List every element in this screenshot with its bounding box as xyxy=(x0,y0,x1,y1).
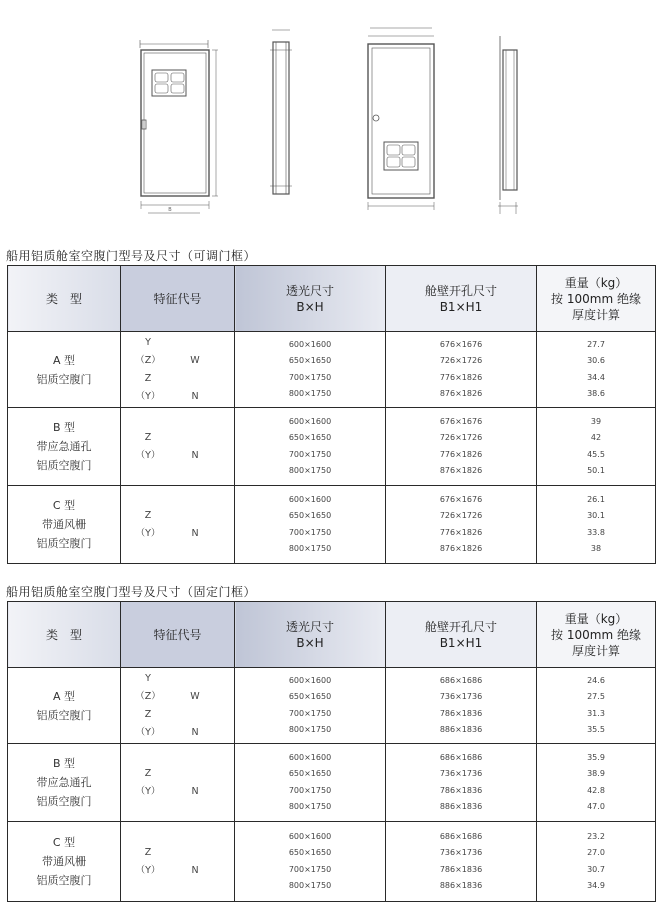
type-cell: C 型 带通风栅 铝质空腹门 xyxy=(8,486,121,564)
table-row xyxy=(8,668,656,744)
spec-table-fixed-frame xyxy=(7,601,656,902)
table-row xyxy=(8,486,656,564)
weight-cell: 27.7 30.6 34.4 38.6 xyxy=(537,332,656,408)
front-view-drawing xyxy=(140,40,218,213)
feature-cell: Z （Y） N xyxy=(121,744,235,822)
header-feature: 特征代号 xyxy=(121,266,235,332)
header-type: 类 型 xyxy=(8,602,121,668)
feature-cell: Z （Y） N xyxy=(121,408,235,486)
header-feature: 特征代号 xyxy=(121,602,235,668)
clear-size-cell: 600×1600 650×1650 700×1750 800×1750 xyxy=(235,408,386,486)
header-weight: 重量（kg） 按 100mm 绝缘 厚度计算 xyxy=(537,602,656,668)
type-cell: A 型 铝质空腹门 xyxy=(8,668,121,744)
weight-cell: 23.2 27.0 30.7 34.9 xyxy=(537,822,656,902)
header-weight: 重量（kg） 按 100mm 绝缘 厚度计算 xyxy=(537,266,656,332)
table-row xyxy=(8,408,656,486)
type-cell: A 型 铝质空腹门 xyxy=(8,332,121,408)
clear-size-cell: 600×1600 650×1650 700×1750 800×1750 xyxy=(235,668,386,744)
side-view-drawing xyxy=(270,30,292,194)
opening-size-cell: 686×1686 736×1736 786×1836 886×1836 xyxy=(386,744,537,822)
opening-size-cell: 676×1676 726×1726 776×1826 876×1826 xyxy=(386,332,537,408)
clear-size-cell: 600×1600 650×1650 700×1750 800×1750 xyxy=(235,486,386,564)
table-row xyxy=(8,822,656,902)
weight-cell: 24.6 27.5 31.3 35.5 xyxy=(537,668,656,744)
header-clear-size: 透光尺寸 B×H xyxy=(235,602,386,668)
header-opening-size: 舱壁开孔尺寸 B1×H1 xyxy=(386,602,537,668)
weight-cell: 35.9 38.9 42.8 47.0 xyxy=(537,744,656,822)
header-clear-size: 透光尺寸 B×H xyxy=(235,266,386,332)
table-row xyxy=(8,332,656,408)
weight-cell: 39 42 45.5 50.1 xyxy=(537,408,656,486)
type-cell: C 型 带通风栅 铝质空腹门 xyxy=(8,822,121,902)
section-view-drawing xyxy=(498,36,518,214)
clear-size-cell: 600×1600 650×1650 700×1750 800×1750 xyxy=(235,822,386,902)
table-2-title: 船用铝质舱室空腹门型号及尺寸（固定门框） xyxy=(6,585,257,599)
opening-size-cell: 676×1676 726×1726 776×1826 876×1826 xyxy=(386,486,537,564)
back-view-drawing xyxy=(368,28,434,210)
feature-cell: Y （Z） W Z （Y） N xyxy=(121,332,235,408)
header-opening-size: 舱壁开孔尺寸 B1×H1 xyxy=(386,266,537,332)
opening-size-cell: 686×1686 736×1736 786×1836 886×1836 xyxy=(386,668,537,744)
table-header-row xyxy=(8,602,656,668)
table-row xyxy=(8,744,656,822)
feature-cell: Z （Y） N xyxy=(121,822,235,902)
feature-cell: Y （Z） W Z （Y） N xyxy=(121,668,235,744)
svg-text:B: B xyxy=(168,207,172,213)
clear-size-cell: 600×1600 650×1650 700×1750 800×1750 xyxy=(235,744,386,822)
header-type: 类 型 xyxy=(8,266,121,332)
clear-size-cell: 600×1600 650×1650 700×1750 800×1750 xyxy=(235,332,386,408)
type-cell: B 型 带应急通孔 铝质空腹门 xyxy=(8,408,121,486)
table-1-title: 船用铝质舱室空腹门型号及尺寸（可调门框） xyxy=(6,249,257,263)
type-cell: B 型 带应急通孔 铝质空腹门 xyxy=(8,744,121,822)
weight-cell: 26.1 30.1 33.8 38 xyxy=(537,486,656,564)
feature-cell: Z （Y） N xyxy=(121,486,235,564)
opening-size-cell: 686×1686 736×1736 786×1836 886×1836 xyxy=(386,822,537,902)
table-header-row xyxy=(8,266,656,332)
spec-table-adjustable-frame xyxy=(7,265,656,564)
door-drawings xyxy=(0,0,660,235)
opening-size-cell: 676×1676 726×1726 776×1826 876×1826 xyxy=(386,408,537,486)
